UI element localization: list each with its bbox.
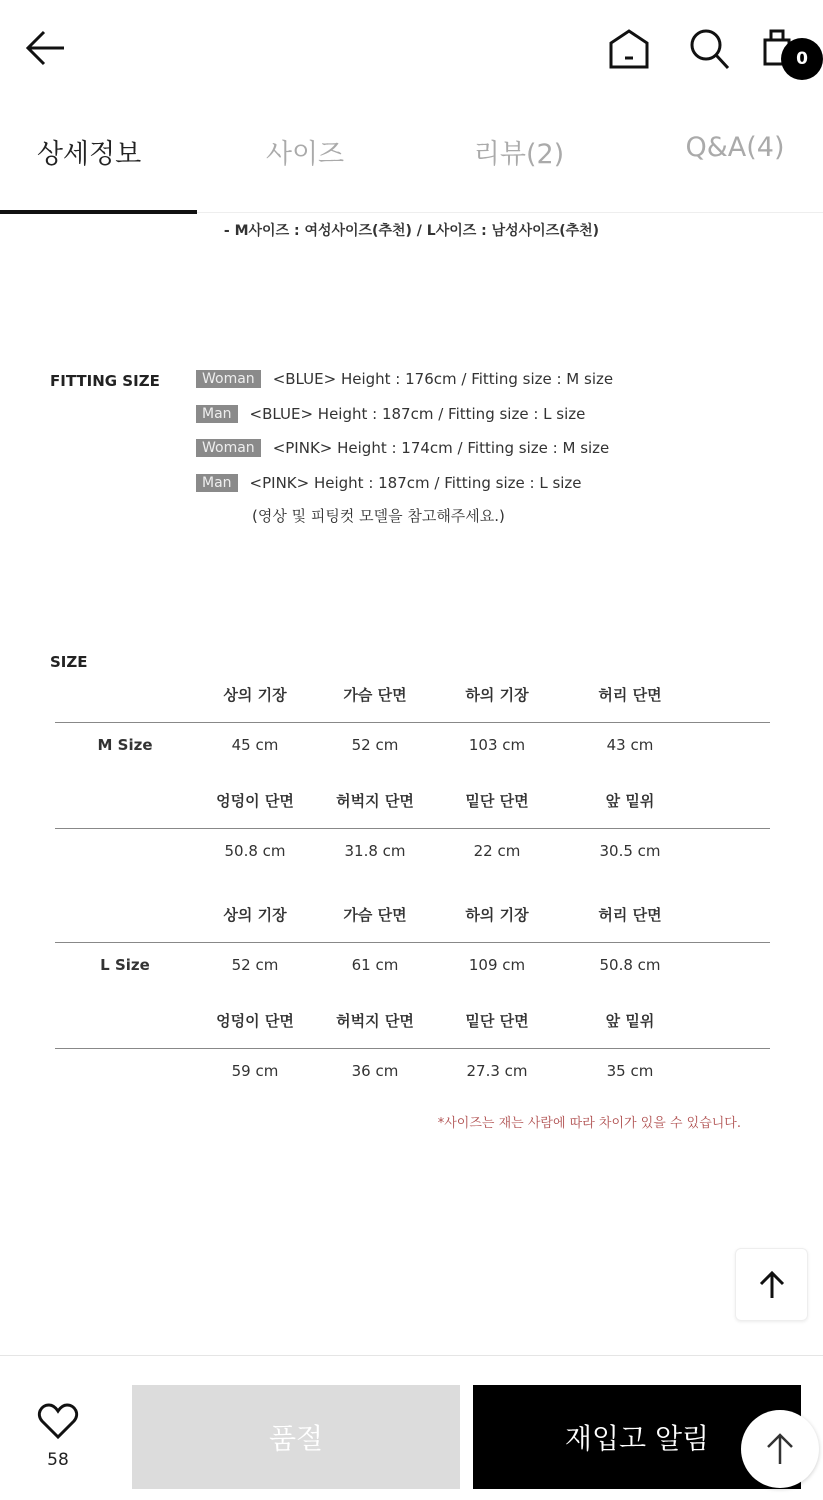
- fitting-text: <PINK> Height : 187cm / Fitting size : L size: [249, 474, 582, 492]
- table-cell: 45 cm: [231, 736, 279, 754]
- column-header: 하의 기장: [465, 906, 529, 924]
- fitting-row: [196, 370, 613, 388]
- table-cell: 31.8 cm: [344, 842, 406, 860]
- table-cell: 61 cm: [351, 956, 399, 974]
- fitting-footnote: (영상 및 피팅컷 모델을 참고해주세요.): [252, 507, 505, 525]
- column-header: 상의 기장: [223, 906, 287, 924]
- table-divider: [55, 1048, 770, 1049]
- column-header: 앞 밑위: [605, 1012, 655, 1030]
- size-disclaimer: *사이즈는 재는 사람에 따라 차이가 있을 수 있습니다.: [437, 1116, 741, 1131]
- table-cell: 50.8 cm: [599, 956, 661, 974]
- tab-review[interactable]: 리뷰(2): [473, 139, 565, 170]
- column-header: 가슴 단면: [343, 686, 407, 704]
- table-divider: [55, 722, 770, 723]
- table-cell: 52 cm: [231, 956, 279, 974]
- tab-size[interactable]: 사이즈: [265, 139, 345, 170]
- floating-scroll-top-button[interactable]: [741, 1410, 819, 1488]
- table-divider: [55, 828, 770, 829]
- table-cell: 36 cm: [351, 1062, 399, 1080]
- column-header: 허벅지 단면: [336, 1012, 414, 1030]
- arrow-up-icon: [757, 1270, 787, 1300]
- fitting-text: <BLUE> Height : 187cm / Fitting size : L size: [249, 405, 586, 423]
- table-cell: 27.3 cm: [466, 1062, 528, 1080]
- size-row-label: L Size: [100, 956, 150, 974]
- gender-badge: Man: [196, 474, 238, 492]
- table-cell: 22 cm: [473, 842, 521, 860]
- table-divider: [55, 942, 770, 943]
- table-cell: 30.5 cm: [599, 842, 661, 860]
- scroll-top-button[interactable]: [735, 1248, 808, 1321]
- table-cell: 43 cm: [606, 736, 654, 754]
- heart-icon: [37, 1402, 79, 1440]
- table-cell: 59 cm: [231, 1062, 279, 1080]
- size-recommendation-note: - M사이즈 : 여성사이즈(추천) / L사이즈 : 남성사이즈(추천): [223, 223, 600, 239]
- tab-detail[interactable]: 상세정보: [36, 139, 142, 170]
- fitting-text: <BLUE> Height : 176cm / Fitting size : M size: [272, 370, 614, 388]
- fitting-row: [196, 405, 585, 423]
- tab-qna[interactable]: Q&A(4): [685, 132, 785, 163]
- column-header: 엉덩이 단면: [216, 792, 294, 810]
- table-cell: 109 cm: [468, 956, 526, 974]
- gender-badge: Woman: [196, 439, 261, 457]
- column-header: 허리 단면: [598, 906, 662, 924]
- table-cell: 50.8 cm: [224, 842, 286, 860]
- active-tab-indicator: [0, 210, 197, 214]
- column-header: 허리 단면: [598, 686, 662, 704]
- column-header: 앞 밑위: [605, 792, 655, 810]
- fitting-text: <PINK> Height : 174cm / Fitting size : M size: [272, 439, 610, 457]
- gender-badge: Man: [196, 405, 238, 423]
- table-cell: 103 cm: [468, 736, 526, 754]
- tab-divider: [197, 212, 823, 213]
- like-count: 58: [47, 1450, 69, 1470]
- column-header: 밑단 단면: [465, 792, 529, 810]
- column-header: 가슴 단면: [343, 906, 407, 924]
- fitting-size-title: FITTING SIZE: [50, 372, 160, 390]
- table-cell: 52 cm: [351, 736, 399, 754]
- like-button[interactable]: [30, 1402, 86, 1470]
- column-header: 허벅지 단면: [336, 792, 414, 810]
- fitting-row: [196, 439, 609, 457]
- home-icon[interactable]: [608, 28, 650, 70]
- size-title: SIZE: [50, 653, 88, 671]
- cart-count-badge: 0: [781, 38, 823, 80]
- table-cell: 35 cm: [606, 1062, 654, 1080]
- soldout-button: 품절: [132, 1385, 460, 1489]
- search-icon[interactable]: [688, 28, 730, 70]
- column-header: 밑단 단면: [465, 1012, 529, 1030]
- back-arrow-icon[interactable]: [24, 28, 66, 68]
- size-row-label: M Size: [97, 736, 153, 754]
- column-header: 하의 기장: [465, 686, 529, 704]
- restock-alert-button[interactable]: 재입고 알림: [473, 1385, 801, 1489]
- gender-badge: Woman: [196, 370, 261, 388]
- arrow-up-icon: [765, 1432, 795, 1466]
- fitting-row: [196, 474, 582, 492]
- bottom-bar-divider: [0, 1355, 823, 1356]
- column-header: 상의 기장: [223, 686, 287, 704]
- column-header: 엉덩이 단면: [216, 1012, 294, 1030]
